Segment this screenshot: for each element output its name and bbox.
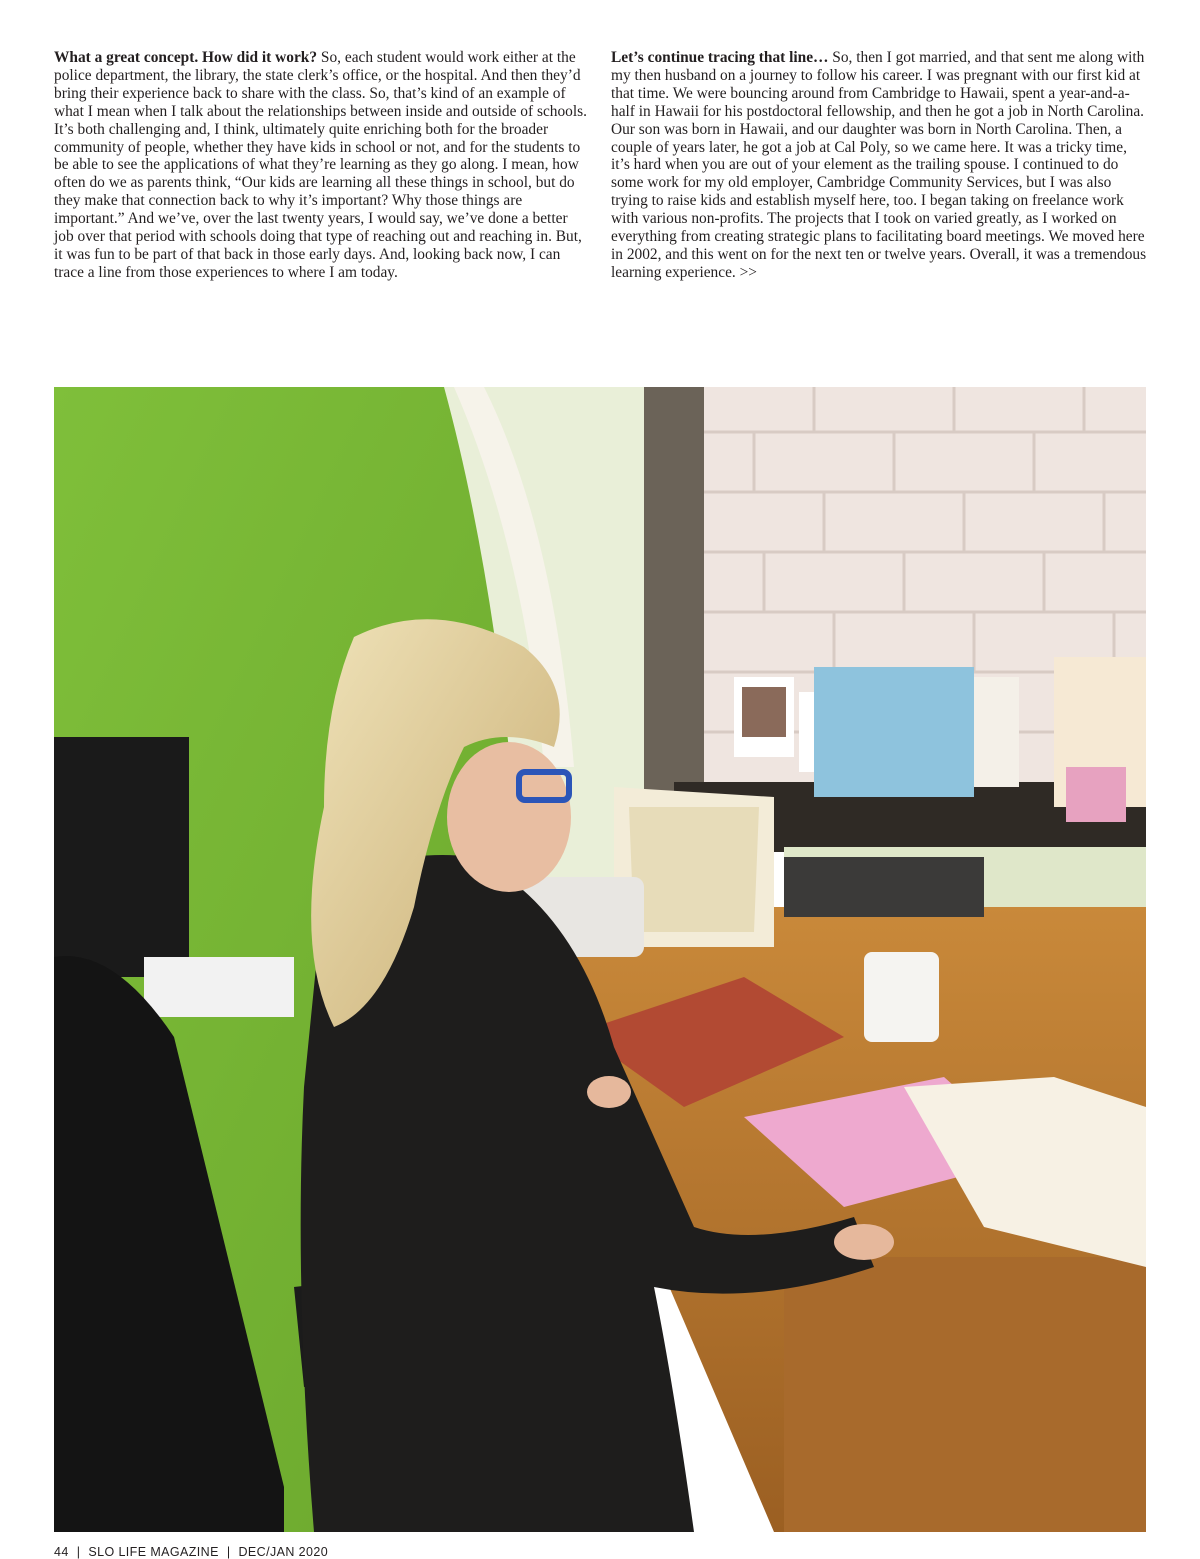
office-photo [54,387,1146,1532]
footer-separator: | [76,1545,81,1559]
issue-date: DEC/JAN 2020 [238,1545,329,1559]
question-heading: Let’s continue tracing that line… [611,49,829,66]
article-column-left [54,49,590,282]
page-footer [54,1545,328,1559]
answer-text: So, each student would work either at the police department, the library, the state clerk’s office, or the hospital. And then they’d bring their experience back to share with the class. So, that’s kind of an example of what I mean when I talk about the relationships between inside and outside of schools. It’s both challenging and, I think, ultimately quite enriching both for the broader community of people, whether they have kids in school or not, and for the students to be able to see the applications of what they’re learning as they go along. I mean, how often do we as parents think, “Our kids are learning all these things in school, but do they make that connection back to why it’s important? Why those things are important.” And we’ve, over the last twenty years, I would say, we’ve done a better job over that period with schools doing that type of reaching out and reaching in. But, it was fun to be part of that back in those early days. And, looking back now, I can trace a line from those experiences to where I am today. [54,49,587,281]
article-column-right [611,49,1147,282]
answer-text: So, then I got married, and that sent me along with my then husband on a journey to follow his career. I was pregnant with our first kid at that time. We were bouncing around from Cambridge to Hawaii, spent a year-and-a-half in Hawaii for his postdoctoral fellowship, and then he got a job in North Carolina. Our son was born in Hawaii, and our daughter was born in North Carolina. Then, a couple of years later, he got a job at Cal Poly, so we came here. It was a tricky time, it’s hard when you are out of your element as the trailing spouse. I continued to do some work for my old employer, Cambridge Community Services, but I was also trying to raise kids and establish myself here, too. I began taking on freelance work with various non-profits. The projects that I took on varied greatly, as I worked on everything from creating strategic plans to facilitating board meetings. We moved here in 2002, and this went on for the next ten or twelve years. Overall, it was a tremendous learning experience. >> [611,49,1147,281]
page-number: 44 [54,1545,69,1559]
footer-separator: | [226,1545,231,1559]
magazine-name: SLO LIFE MAGAZINE [88,1545,219,1559]
question-heading: What a great concept. How did it work? [54,49,318,66]
